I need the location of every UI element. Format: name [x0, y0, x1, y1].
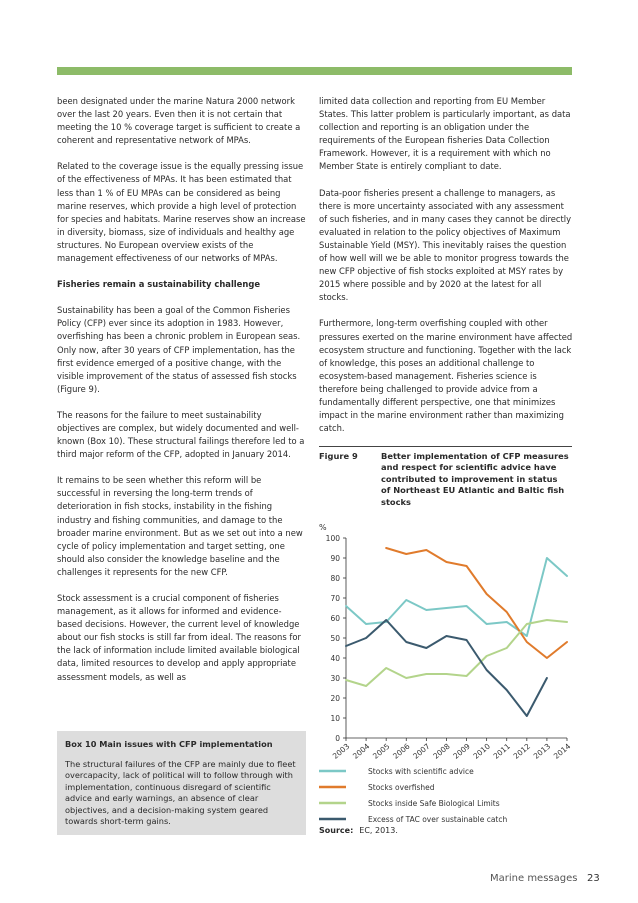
left-paragraph-3: Sustainability has been a goal of the Common Fisheries Policy (CFP) ever since its adoption in 1983. However, overfishing has been a chronic problem in European seas. Only now, after 30 years of CFP implementation, has the first evidence emerged of a positive change, with the visible improvement of the status of assessed fish stocks (Figure 9).	[57, 305, 301, 394]
x-tick-label: 2003	[330, 741, 352, 761]
left-paragraph-4: The reasons for the failure to meet sustainability objectives are complex, but widely documented and well-known (Box 10). These structural failings therefore led to a third major reform of the CFP, adopted in January 2014.	[57, 409, 305, 460]
x-tick-label: 2007	[411, 741, 432, 761]
left-column	[57, 95, 306, 697]
y-tick-label: 40	[330, 654, 340, 663]
x-tick-label: 2005	[371, 741, 392, 761]
legend-label-3: Stocks inside Safe Biological Limits	[368, 799, 500, 808]
x-tick-label: 2013	[531, 741, 553, 761]
y-tick-label: 90	[330, 554, 340, 563]
section-heading: Fisheries remain a sustainability challenge	[57, 279, 260, 290]
left-paragraph-2: Related to the coverage issue is the equally pressing issue of the effectiveness of MPAs. It has been estimated that less than 1 % of EU MPAs can be considered as being marine reserves, which provide a high level of protection for species and habitats. Marine reserves show an increase in diversity, biomass, size of individuals and healthy age structures. No European overview exists of the management effectiveness of our networks of MPAs.	[57, 161, 306, 264]
x-tick-label: 2008	[431, 741, 452, 761]
y-tick-label: 30	[330, 674, 340, 683]
source-text: EC, 2013.	[359, 826, 398, 835]
right-paragraph-1: limited data collection and reporting from EU Member States. This latter problem is particularly important, as data collection and reporting is an obligation under the requirements of the European fisheries Data Collection Framework. However, it is a requirement with which no Member State is entirely compliant to date.	[319, 96, 571, 172]
figure-label: Figure 9	[319, 451, 358, 461]
box-10	[57, 731, 306, 835]
source-label: Source:	[319, 826, 354, 835]
box-text: The structural failures of the CFP are mainly due to fleet overcapacity, lack of political will to follow through with implementation, continuous disregard of scientific advice and early warnings, an absence of clear objectives, and a decision-making system geared towards short-term gains.	[65, 758, 296, 826]
x-tick-label: 2011	[491, 741, 513, 761]
x-tick-label: 2012	[511, 741, 533, 761]
legend-label-2: Stocks overfished	[368, 783, 435, 792]
y-tick-label: 0	[335, 734, 340, 743]
series-line-3	[346, 620, 567, 686]
left-paragraph-6: Stock assessment is a crucial component of fisheries management, as it allows for informed and evidence-based decisions. However, the current level of knowledge about our fish stocks is still far from ideal. The reasons for the lack of information include limited available biological data, limited resources to develop and apply appropriate assessment models, as well as	[57, 593, 301, 682]
legend-label-1: Stocks with scientific advice	[368, 767, 474, 776]
right-paragraph-3: Furthermore, long-term overfishing coupled with other pressures exerted on the marine environment have affected ecosystem structure and functioning. Together with the lack of knowledge, this poses an additional challenge to ecosystem-based management. Fisheries science is therefore being challenged to provide advice from a fundamentally different perspective, one that minimizes impact in the marine environment rather than maximizing catch.	[319, 318, 573, 434]
series-line-1	[346, 558, 567, 636]
y-tick-label: 50	[330, 634, 340, 643]
page-number: 23	[587, 873, 600, 884]
x-tick-label: 2006	[391, 741, 412, 761]
y-tick-label: 60	[330, 614, 340, 623]
legend-label-4: Excess of TAC over sustainable catch	[368, 815, 508, 822]
y-tick-label: 100	[325, 534, 340, 543]
series-line-4	[346, 620, 547, 716]
x-tick-label: 2004	[350, 741, 372, 761]
right-paragraph-2: Data-poor fisheries present a challenge to managers, as there is more uncertainty associated with any assessment of such fisheries, and in many cases they cannot be directly evaluated in relation to the policy objectives of Maximum Sustainable Yield (MSY). This inevitably raises the question of how well will we be able to monitor progress towards the new CFP objective of fish stocks exploited at MSY rates by 2015 where possible and by 2020 at the latest for all stocks.	[319, 187, 572, 303]
line-chart	[319, 520, 573, 822]
x-tick-label: 2010	[471, 741, 492, 761]
x-tick-label: 2014	[551, 741, 573, 761]
top-accent-bar	[57, 67, 572, 75]
figure-source	[319, 826, 398, 835]
figure-rule	[319, 446, 572, 447]
box-title: Box 10 Main issues with CFP implementation	[65, 739, 273, 749]
left-paragraph-5: It remains to be seen whether this reform will be successful in reversing the long-term trends of deterioration in fish stocks, instability in the fishing industry and fishing communities, and damage to the broader marine environment. But as we set out into a new cycle of policy implementation and target setting, one should also consider the knowledge baseline and the challenges it represents for the new CFP.	[57, 475, 303, 577]
x-tick-label: 2009	[451, 741, 472, 761]
right-column	[319, 95, 573, 448]
left-paragraph-1: been designated under the marine Natura 2000 network over the last 20 years. Even then it is not certain that meeting the 10 % coverage target is sufficient to create a coherent and representative network of MPAs.	[57, 96, 301, 146]
y-tick-label: 10	[330, 714, 340, 723]
figure-title: Better implementation of CFP measures and respect for scientific advice have contributed to improvement in status of Northeast EU Atlantic and Baltic fish stocks	[381, 451, 569, 507]
footer-title: Marine messages	[490, 873, 578, 884]
y-tick-label: 20	[330, 694, 340, 703]
y-tick-label: 70	[330, 594, 340, 603]
y-tick-label: 80	[330, 574, 340, 583]
y-axis-label: %	[319, 523, 327, 532]
